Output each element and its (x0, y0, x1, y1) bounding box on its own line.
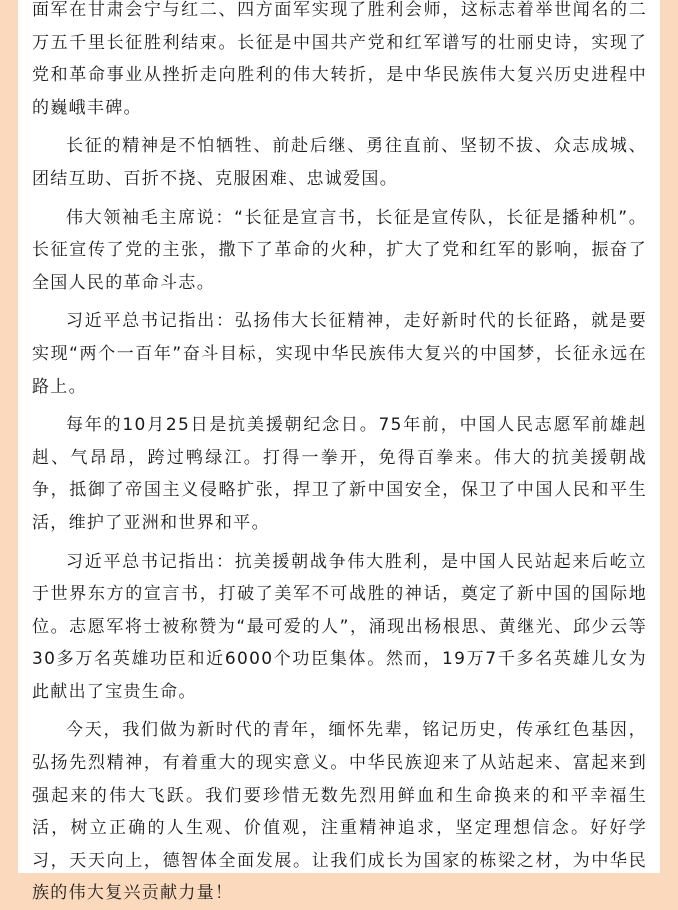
paragraph-xi-korean-war: 习近平总书记指出：抗美援朝战争伟大胜利，是中国人民站起来后屹立于世界东方的宣言书，打破了美军不可战胜的神话，奠定了新中国的国际地位。志愿军将士被称赞为“最可爱的人”，涌现出杨根思、黄继光、邱少云等30多万名英雄功臣和近6000个功臣集体。然而，19万7千多名英雄儿女为此献出了宝贵生命。 (32, 551, 647, 702)
paragraph-long-march-victory: 面军在甘肃会宁与红二、四方面军实现了胜利会师，这标志着举世闻名的二万五千里长征胜利结束。长征是中国共产党和红军谱写的壮丽史诗，实现了党和革命事业从挫折走向胜利的伟大转折，是中华民族伟大复兴历史进程中的巍峨丰碑。 (32, 0, 647, 118)
paragraph-youth-mission: 今天，我们做为新时代的青年，缅怀先辈，铭记历史，传承红色基因，弘扬先烈精神，有着重大的现实意义。中华民族迎来了从站起来、富起来到强起来的伟大飞跃。我们要珍惜无数先烈用鲜血和生命换来的和平幸福生活，树立正确的人生观、价值观，注重精神追求，坚定理想信念。好好学习，天天向上，德智体全面发展。让我们成长为国家的栋梁之材，为中华民族的伟大复兴贡献力量！ (32, 720, 647, 904)
article-body (32, 0, 647, 910)
article-page (18, 0, 660, 904)
paragraph-long-march-spirit: 长征的精神是不怕牺牲、前赴后继、勇往直前、坚韧不拔、众志成城、团结互助、百折不挠、克服困难、忠诚爱国。 (32, 136, 647, 189)
paragraph-korean-war-day: 每年的10月25日是抗美援朝纪念日。75年前，中国人民志愿军前雄赳赳、气昂昂，跨过鸭绿江。打得一拳开，免得百拳来。伟大的抗美援朝战争，抵御了帝国主义侵略扩张，捍卫了新中国安全，保卫了中国人民和平生活，维护了亚洲和世界和平。 (32, 415, 647, 533)
paragraph-mao-quote: 伟大领袖毛主席说：“长征是宣言书，长征是宣传队，长征是播种机”。长征宣传了党的主张，撒下了革命的火种，扩大了党和红军的影响，振奋了全国人民的革命斗志。 (32, 207, 647, 293)
paragraph-xi-long-march: 习近平总书记指出：弘扬伟大长征精神，走好新时代的长征路，就是要实现“两个一百年”奋斗目标，实现中华民族伟大复兴的中国梦，长征永远在路上。 (32, 311, 647, 397)
